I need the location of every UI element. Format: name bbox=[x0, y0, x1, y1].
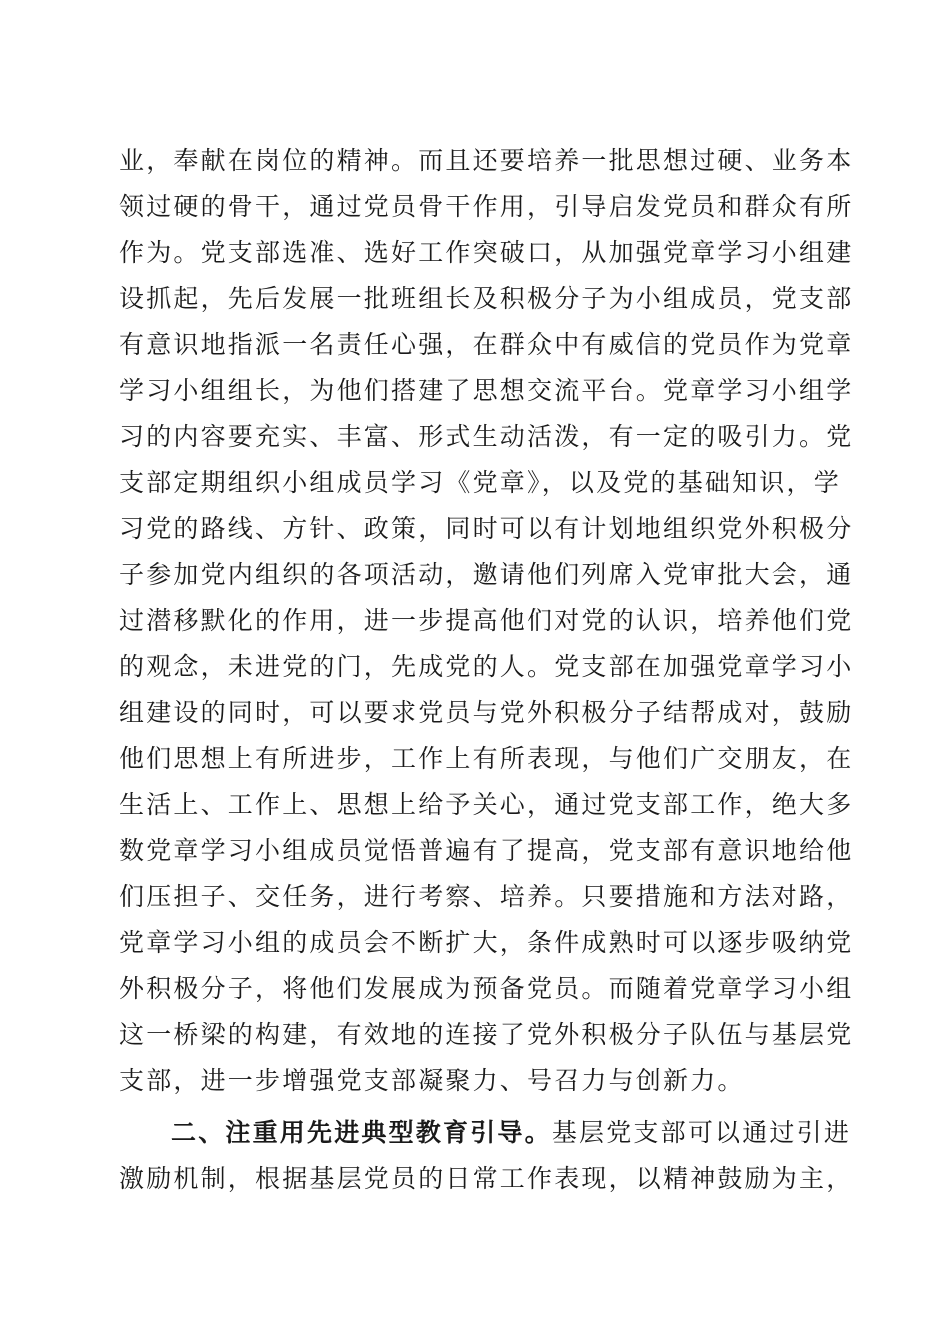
body-text bbox=[119, 138, 854, 1202]
paragraph-line: 支部定期组织小组成员学习《党章》，以及党的基础知识，学 bbox=[119, 468, 841, 497]
paragraph-line: 他们思想上有所进步，工作上有所表现，与他们广交朋友，在 bbox=[119, 744, 854, 773]
section-text: 基层党支部可以通过引进 bbox=[551, 1118, 852, 1147]
paragraph-line: 数党章学习小组成员觉悟普遍有了提高，党支部有意识地给他 bbox=[119, 836, 854, 865]
paragraph-line: 外积极分子，将他们发展成为预备党员。而随着党章学习小组 bbox=[119, 974, 854, 1003]
paragraph-line: 习的内容要充实、丰富、形式生动活泼，有一定的吸引力。党 bbox=[119, 422, 854, 451]
paragraph-line: 过潜移默化的作用，进一步提高他们对党的认识，培养他们党 bbox=[119, 606, 854, 635]
paragraph-line: 领过硬的骨干，通过党员骨干作用，引导启发党员和群众有所 bbox=[119, 192, 854, 221]
paragraph-line: 业，奉献在岗位的精神。而且还要培养一批思想过硬、业务本 bbox=[119, 146, 854, 175]
paragraph-line: 作为。党支部选准、选好工作突破口，从加强党章学习小组建 bbox=[119, 238, 854, 267]
paragraph-line: 激励机制，根据基层党员的日常工作表现，以精神鼓励为主， bbox=[119, 1164, 854, 1193]
paragraph-line: 学习小组组长，为他们搭建了思想交流平台。党章学习小组学 bbox=[119, 376, 854, 405]
paragraph-line: 习党的路线、方针、政策，同时可以有计划地组织党外积极分 bbox=[119, 514, 854, 543]
paragraph-last-line: 支部，进一步增强党支部凝聚力、号召力与创新力。 bbox=[119, 1066, 745, 1095]
paragraph-line: 有意识地指派一名责任心强，在群众中有威信的党员作为党章 bbox=[119, 330, 854, 359]
paragraph-line: 子参加党内组织的各项活动，邀请他们列席入党审批大会，通 bbox=[119, 560, 854, 589]
section-heading-line bbox=[119, 1110, 852, 1156]
section-heading: 二、注重用先进典型教育引导。 bbox=[171, 1118, 552, 1147]
paragraph-line: 设抓起，先后发展一批班组长及积极分子为小组成员，党支部 bbox=[119, 284, 854, 313]
paragraph-line: 党章学习小组的成员会不断扩大，条件成熟时可以逐步吸纳党 bbox=[119, 928, 854, 957]
paragraph-line: 生活上、工作上、思想上给予关心，通过党支部工作，绝大多 bbox=[119, 790, 854, 819]
paragraph-line: 组建设的同时，可以要求党员与党外积极分子结帮成对，鼓励 bbox=[119, 698, 854, 727]
paragraph-line: 这一桥梁的构建，有效地的连接了党外积极分子队伍与基层党 bbox=[119, 1020, 854, 1049]
paragraph-line: 们压担子、交任务，进行考察、培养。只要措施和方法对路， bbox=[119, 882, 854, 911]
paragraph-line: 的观念，未进党的门，先成党的人。党支部在加强党章学习小 bbox=[119, 652, 854, 681]
